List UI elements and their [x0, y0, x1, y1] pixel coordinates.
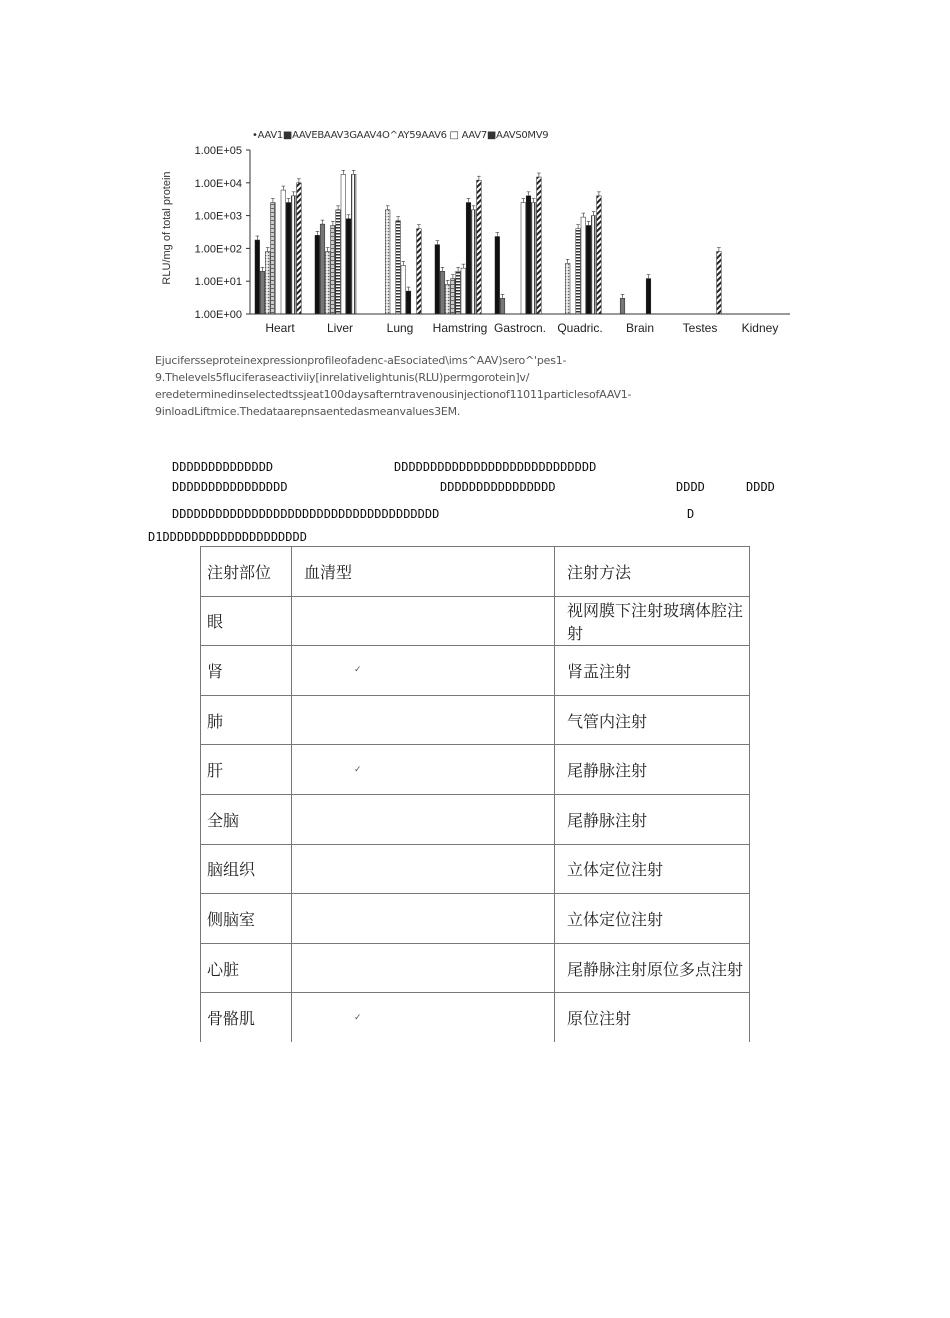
garbled-text: DDDDDDDDDDDDDD: [172, 460, 274, 474]
garbled-text: DDDD: [746, 480, 775, 494]
bar: [537, 177, 542, 314]
table-header-row: [201, 547, 750, 597]
garbled-text: D1DDDDDDDDDDDDDDDDDDDD: [148, 530, 307, 544]
bar: [477, 180, 482, 314]
bar: [265, 252, 270, 314]
cell-method: 立体定位注射: [555, 844, 750, 894]
garbled-text: DDDDDDDDDDDDDDDD: [172, 480, 288, 494]
cell-site: 全脑: [201, 794, 292, 844]
cell-serotype: ✓: [292, 646, 555, 696]
y-axis-label: RLU/mg of total protein: [161, 171, 173, 285]
y-tick-label: 1.00E+05: [194, 145, 242, 157]
bar: [646, 279, 651, 314]
luciferase-bar-chart: [150, 128, 800, 343]
bar: [521, 203, 526, 314]
cell-method: 原位注射: [555, 993, 750, 1042]
bar: [351, 174, 356, 314]
injection-table: [200, 546, 750, 1042]
bar: [466, 203, 471, 314]
x-tick-label: Kidney: [741, 321, 779, 335]
cell-method: 尾静脉注射: [555, 794, 750, 844]
caption-line: eredeterminedinselectedtssjeat100daysafterntravenousinjectionof11011particlesofAAV1-: [155, 388, 632, 401]
cell-site: 心脏: [201, 943, 292, 993]
table-row: [201, 794, 750, 844]
cell-site: 肾: [201, 646, 292, 696]
bar: [286, 203, 291, 314]
table-row: [201, 943, 750, 993]
x-tick-label: Hamstring: [432, 321, 488, 335]
garbled-text: DDDDDDDDDDDDDDDDDDDDDDDDDDDD: [394, 460, 597, 474]
x-tick-label: Gastrocn.: [493, 321, 547, 335]
bar: [526, 196, 531, 314]
bar: [440, 271, 445, 314]
y-tick-label: 1.00E+02: [194, 243, 242, 256]
caption-line: 9.Thelevels5fluciferaseactiviiy[inrelativelightunis(RLU)permgorotein]v/: [155, 371, 530, 384]
caption-line: Ejucifersseproteinexpressionprofileofadenc-aEsociated\ims^AAV)sero^'pes1-: [155, 354, 567, 367]
bar: [401, 266, 406, 314]
bar: [445, 284, 450, 314]
cell-site: 骨骼肌: [201, 993, 292, 1042]
bar: [417, 229, 422, 314]
bar: [471, 210, 476, 314]
table-row: [201, 745, 750, 795]
garbled-text: DDDDDDDDDDDDDDDDDDDDDDDDDDDDDDDDDDDDD: [172, 507, 440, 521]
bar: [255, 240, 260, 314]
bar: [500, 298, 505, 314]
table-row: [201, 844, 750, 894]
cell-site: 眼: [201, 596, 292, 646]
y-tick-label: 1.00E+01: [194, 276, 242, 289]
bar: [495, 237, 500, 314]
bar: [461, 268, 466, 314]
header-site: 注射部位: [201, 547, 292, 597]
bar: [586, 225, 591, 314]
cell-site: 侧脑室: [201, 894, 292, 944]
bar: [291, 196, 296, 314]
bar: [451, 279, 456, 314]
x-tick-label: Testes: [682, 321, 718, 335]
bar: [620, 298, 625, 314]
bar: [597, 196, 602, 314]
x-tick-label: Quadric.: [557, 321, 603, 335]
garbled-text: D: [687, 507, 695, 521]
bar: [385, 210, 390, 314]
bar: [271, 203, 276, 314]
header-method: 注射方法: [555, 547, 750, 597]
table-row: [201, 596, 750, 646]
cell-site: 肝: [201, 745, 292, 795]
table-row: [201, 695, 750, 745]
header-serotype: 血清型: [292, 547, 555, 597]
bar: [531, 203, 536, 314]
cell-method: 气管内注射: [555, 695, 750, 745]
cell-serotype: [292, 794, 555, 844]
bar: [320, 224, 325, 314]
y-tick-label: 1.00E+04: [194, 177, 242, 190]
cell-method: 尾静脉注射: [555, 745, 750, 795]
bar: [576, 229, 581, 314]
cell-serotype: [292, 943, 555, 993]
caption-line: 9inloadLiftmice.Thedataarepnsaentedasmeanvalues3EM.: [155, 405, 461, 418]
cell-serotype: [292, 695, 555, 745]
garbled-text: DDDD: [676, 480, 705, 494]
x-tick-label: Brain: [625, 321, 655, 335]
bar: [406, 291, 411, 314]
garbled-text: DDDDDDDDDDDDDDDD: [440, 480, 556, 494]
bar: [435, 245, 440, 314]
x-tick-label: Liver: [326, 321, 354, 335]
bar: [591, 216, 596, 314]
bar: [581, 217, 586, 314]
figure-caption: [155, 352, 715, 420]
bar: [346, 219, 351, 314]
table-row: [201, 993, 750, 1042]
bar: [281, 190, 286, 314]
bar: [297, 183, 302, 314]
y-tick-label: 1.00E+03: [194, 210, 242, 223]
cell-method: 尾静脉注射原位多点注射: [555, 943, 750, 993]
table-row: [201, 646, 750, 696]
table-row: [201, 894, 750, 944]
cell-serotype: ✓: [292, 745, 555, 795]
cell-serotype: [292, 894, 555, 944]
cell-serotype: [292, 844, 555, 894]
cell-serotype: [292, 596, 555, 646]
bar: [396, 221, 401, 314]
cell-method: 肾盂注射: [555, 646, 750, 696]
x-tick-label: Lung: [386, 321, 414, 335]
x-tick-label: Heart: [265, 321, 295, 335]
cell-site: 肺: [201, 695, 292, 745]
chart-legend: •AAV1■AAVEBAAV3GAAV4O^AY59AAV6 □ AAV7■AAVS0MV9: [252, 130, 549, 141]
bar: [456, 271, 461, 314]
bar: [315, 235, 320, 314]
cell-method: 立体定位注射: [555, 894, 750, 944]
bar: [260, 271, 265, 314]
bar: [336, 210, 341, 314]
cell-site: 脑组织: [201, 844, 292, 894]
cell-serotype: ✓: [292, 993, 555, 1042]
cell-method: 视网膜下注射玻璃体腔注射: [555, 596, 750, 646]
bar: [565, 263, 570, 314]
bar: [331, 225, 336, 314]
bar: [341, 174, 346, 314]
bar: [717, 252, 722, 314]
bar: [325, 252, 330, 314]
y-tick-label: 1.00E+00: [194, 309, 242, 321]
